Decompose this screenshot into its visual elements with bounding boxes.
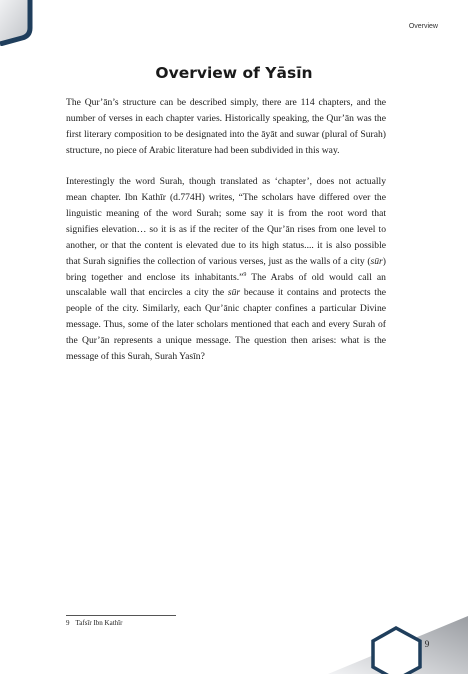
hexagon-badge [373, 628, 420, 674]
paragraph-1: The Qur’ān’s structure can be described simply, there are 114 chapters, and the number of verses in each chapter varies. Historically speaking, the Qur’ān was the first literary composition to be designated into the āyāt and suwar (plural of Surah) structure, no piece of Arabic literature had been subdivided in this way. [66, 97, 386, 156]
page-number: 9 [424, 639, 430, 649]
italic-term: sūr [227, 287, 241, 299]
body-text [66, 95, 386, 365]
paragraph-2-text: ) bring together and enclose its inhabitants.” [66, 255, 386, 283]
footnote-reference[interactable]: 9 [243, 271, 247, 278]
footnote-divider [66, 615, 176, 616]
paragraph-2-text: The Arabs of old would call an unscalable wall that encircles a city the [66, 271, 386, 299]
footnote-number: 9 [66, 619, 70, 627]
paragraph-2-text: because it contains and protects the people of the city. Similarly, each Qur’ānic chapter confines a particular Divine message. Thus, some of the later scholars mentioned that each and every Surah of the Qur’ān represents a unique message. The question then arises: what is the message of this Surah, Surah Yasīn? [66, 287, 386, 363]
italic-term: sūr [370, 255, 383, 267]
paragraph-2 [66, 174, 386, 365]
page-title: Overview of Yāsīn [155, 64, 313, 82]
paragraph-2-text: Interestingly the word Surah, though translated as ‘chapter’, does not actually mean chapter. Ibn Kathīr (d.774H) writes, “The scholars have differed over the linguistic meaning of the word Surah; some say it is from the root word that signifies elevation… so it is as if the reciter of the Qur’ān rises from one level to another, or that the content is elevated due to its high status.... it is also possible that Surah signifies the collection of various verses, just as the walls of a city ( [66, 176, 386, 267]
running-header: Overview [408, 23, 438, 30]
corner-decoration [0, 0, 40, 46]
page-number-decoration [328, 596, 468, 674]
footnote-text: Tafsīr Ibn Kathīr [75, 619, 123, 627]
footnote [66, 619, 122, 627]
